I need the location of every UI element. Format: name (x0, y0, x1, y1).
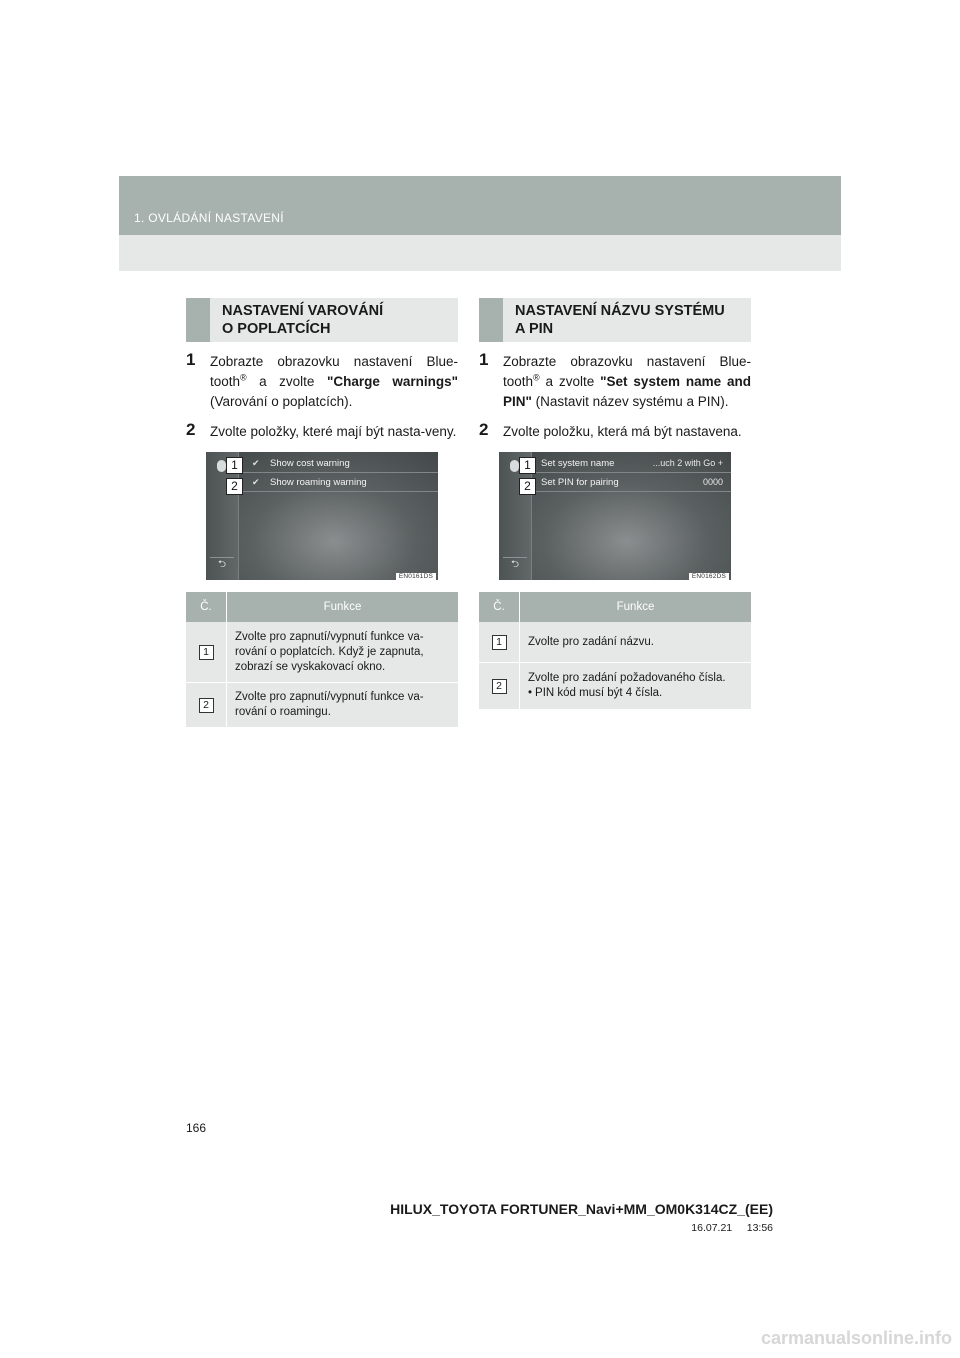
breadcrumb: 1. OVLÁDÁNÍ NASTAVENÍ (134, 211, 284, 225)
callout-2: 2 (226, 478, 243, 495)
function-table (479, 592, 751, 710)
check-icon: ✔ (252, 476, 260, 487)
header-subband (119, 235, 841, 271)
bluetooth-icon (217, 460, 226, 472)
table-row (479, 622, 751, 663)
screen-image (206, 452, 438, 580)
function-table (186, 592, 458, 728)
heading-accent-bar (186, 298, 210, 342)
callout-1: 1 (519, 457, 536, 474)
bullet-item: • PIN kód musí být 4 čísla. (528, 687, 662, 699)
bluetooth-icon (510, 460, 519, 472)
header-band (119, 176, 841, 235)
step-2: 2 Zvolte položku, která má být nastavena. (479, 420, 742, 439)
number-box: 2 (199, 698, 214, 713)
column-header-no: Č. (479, 592, 520, 622)
image-code: EN0162DS (689, 573, 729, 580)
step-1: 1 Zobrazte obrazovku nastavení Blue-tooth® a zvolte "Set system name and PIN" (Nastavit název systému a PIN). (479, 350, 751, 409)
print-timestamp: 16.07.21 13:56 (691, 1222, 773, 1234)
step-number: 2 (479, 420, 489, 439)
column-header-function: Funkce (520, 592, 752, 622)
screen-row-set-system-name: Set system name ...uch 2 with Go + (531, 454, 731, 473)
screen-row-set-pin: Set PIN for pairing 0000 (531, 473, 731, 492)
table-cell-text: Zvolte pro zapnutí/vypnutí funkce va-rování o roamingu. (227, 683, 459, 728)
number-box: 1 (492, 635, 507, 650)
section-title: NASTAVENÍ NÁZVU SYSTÉMU A PIN (515, 303, 725, 337)
table-row (186, 683, 458, 728)
table-header-row (479, 592, 751, 622)
screen-image (499, 452, 731, 580)
column-header-no: Č. (186, 592, 227, 622)
section-charge-warnings (186, 298, 458, 728)
steps (479, 352, 751, 442)
number-box: 2 (492, 679, 507, 694)
table-cell-text: Zvolte pro zapnutí/vypnutí funkce va-rování o poplatcích. Když je zapnuta, zobrazí se vyskakovací okno. (227, 622, 459, 683)
column-header-function: Funkce (227, 592, 459, 622)
steps (186, 352, 458, 442)
back-arrow-icon: ⮌ (503, 557, 527, 572)
section-system-name-pin (479, 298, 751, 710)
heading-accent-bar (479, 298, 503, 342)
section-title: NASTAVENÍ VAROVÁNÍ O POPLATCÍCH (222, 303, 384, 337)
callout-1: 1 (226, 457, 243, 474)
step-1: 1 Zobrazte obrazovku nastavení Blue-tooth® a zvolte "Charge warnings" (Varování o poplatcích). (186, 350, 459, 409)
step-2: 2 Zvolte položky, které mají být nasta-veny. (186, 420, 457, 439)
callout-2: 2 (519, 478, 536, 495)
step-number: 1 (479, 350, 489, 369)
table-row (479, 663, 751, 710)
number-box: 1 (199, 645, 214, 660)
step-number: 2 (186, 420, 196, 439)
table-cell-text: Zvolte pro zadání názvu. (520, 622, 752, 663)
check-icon: ✔ (252, 457, 260, 468)
table-row (186, 622, 458, 683)
image-code: EN0161DS (396, 573, 436, 580)
section-heading (186, 298, 458, 342)
table-header-row (186, 592, 458, 622)
page-number: 166 (186, 1121, 207, 1135)
table-cell-text: Zvolte pro zadání požadovaného čísla. • PIN kód musí být 4 čísla. (520, 663, 752, 710)
back-arrow-icon: ⮌ (210, 557, 234, 572)
section-heading (479, 298, 751, 342)
screen-row-show-roaming-warning: ✔ Show roaming warning (238, 473, 438, 492)
step-number: 1 (186, 350, 196, 369)
watermark: carmanualsonline.info (760, 1328, 952, 1348)
document-title: HILUX_TOYOTA FORTUNER_Navi+MM_OM0K314CZ_(EE) (390, 1201, 773, 1217)
screen-row-show-cost-warning: ✔ Show cost warning (238, 454, 438, 473)
